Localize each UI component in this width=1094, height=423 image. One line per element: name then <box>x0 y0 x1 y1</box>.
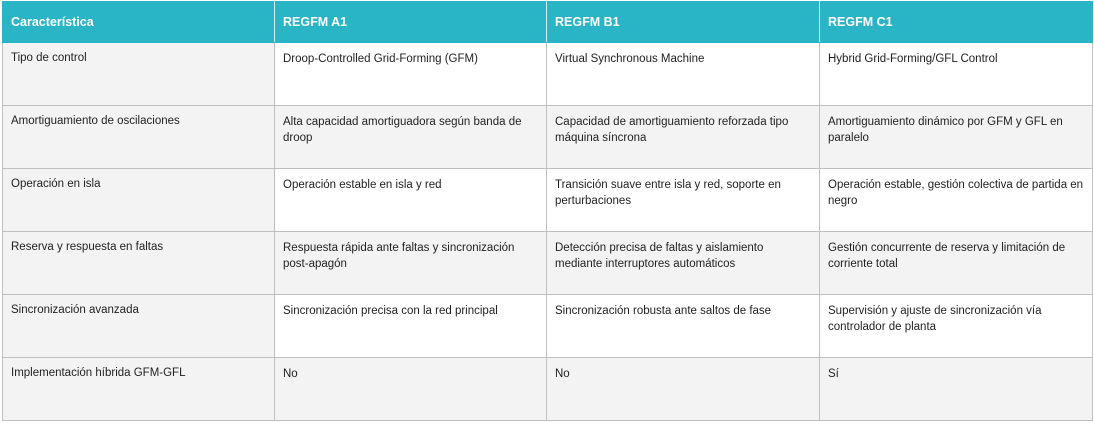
table-cell: Sincronización robusta ante saltos de fase <box>547 295 820 358</box>
table-header <box>3 2 1093 43</box>
table-row <box>3 295 1093 358</box>
table-cell: Sí <box>820 358 1093 421</box>
feature-cell: Sincronización avanzada <box>3 295 275 358</box>
table-row <box>3 106 1093 169</box>
feature-cell: Reserva y respuesta en faltas <box>3 232 275 295</box>
table-cell: Sincronización precisa con la red principal <box>275 295 547 358</box>
header-cell-regfm-a1: REGFM A1 <box>275 2 547 43</box>
table-row <box>3 43 1093 106</box>
table-body <box>3 43 1093 421</box>
table-cell: Hybrid Grid-Forming/GFL Control <box>820 43 1093 106</box>
header-cell-regfm-c1: REGFM C1 <box>820 2 1093 43</box>
header-cell-regfm-b1: REGFM B1 <box>547 2 820 43</box>
feature-cell: Amortiguamiento de oscilaciones <box>3 106 275 169</box>
table-cell: Detección precisa de faltas y aislamiento mediante interruptores automáticos <box>547 232 820 295</box>
feature-cell: Operación en isla <box>3 169 275 232</box>
table-cell: Amortiguamiento dinámico por GFM y GFL en paralelo <box>820 106 1093 169</box>
table-row <box>3 169 1093 232</box>
table-cell: Droop-Controlled Grid-Forming (GFM) <box>275 43 547 106</box>
table-cell: No <box>547 358 820 421</box>
table-cell: Transición suave entre isla y red, soporte en perturbaciones <box>547 169 820 232</box>
table-cell: Supervisión y ajuste de sincronización vía controlador de planta <box>820 295 1093 358</box>
table-row <box>3 232 1093 295</box>
feature-cell: Tipo de control <box>3 43 275 106</box>
table-cell: Gestión concurrente de reserva y limitación de corriente total <box>820 232 1093 295</box>
table-cell: Virtual Synchronous Machine <box>547 43 820 106</box>
header-row <box>3 2 1093 43</box>
header-cell-feature: Característica <box>3 2 275 43</box>
table-cell: Operación estable, gestión colectiva de partida en negro <box>820 169 1093 232</box>
comparison-table <box>2 1 1093 421</box>
feature-cell: Implementación híbrida GFM-GFL <box>3 358 275 421</box>
table-cell: Respuesta rápida ante faltas y sincronización post-apagón <box>275 232 547 295</box>
table-cell: Capacidad de amortiguamiento reforzada tipo máquina síncrona <box>547 106 820 169</box>
table-cell: Operación estable en isla y red <box>275 169 547 232</box>
table-cell: Alta capacidad amortiguadora según banda de droop <box>275 106 547 169</box>
table-cell: No <box>275 358 547 421</box>
table-row <box>3 358 1093 421</box>
